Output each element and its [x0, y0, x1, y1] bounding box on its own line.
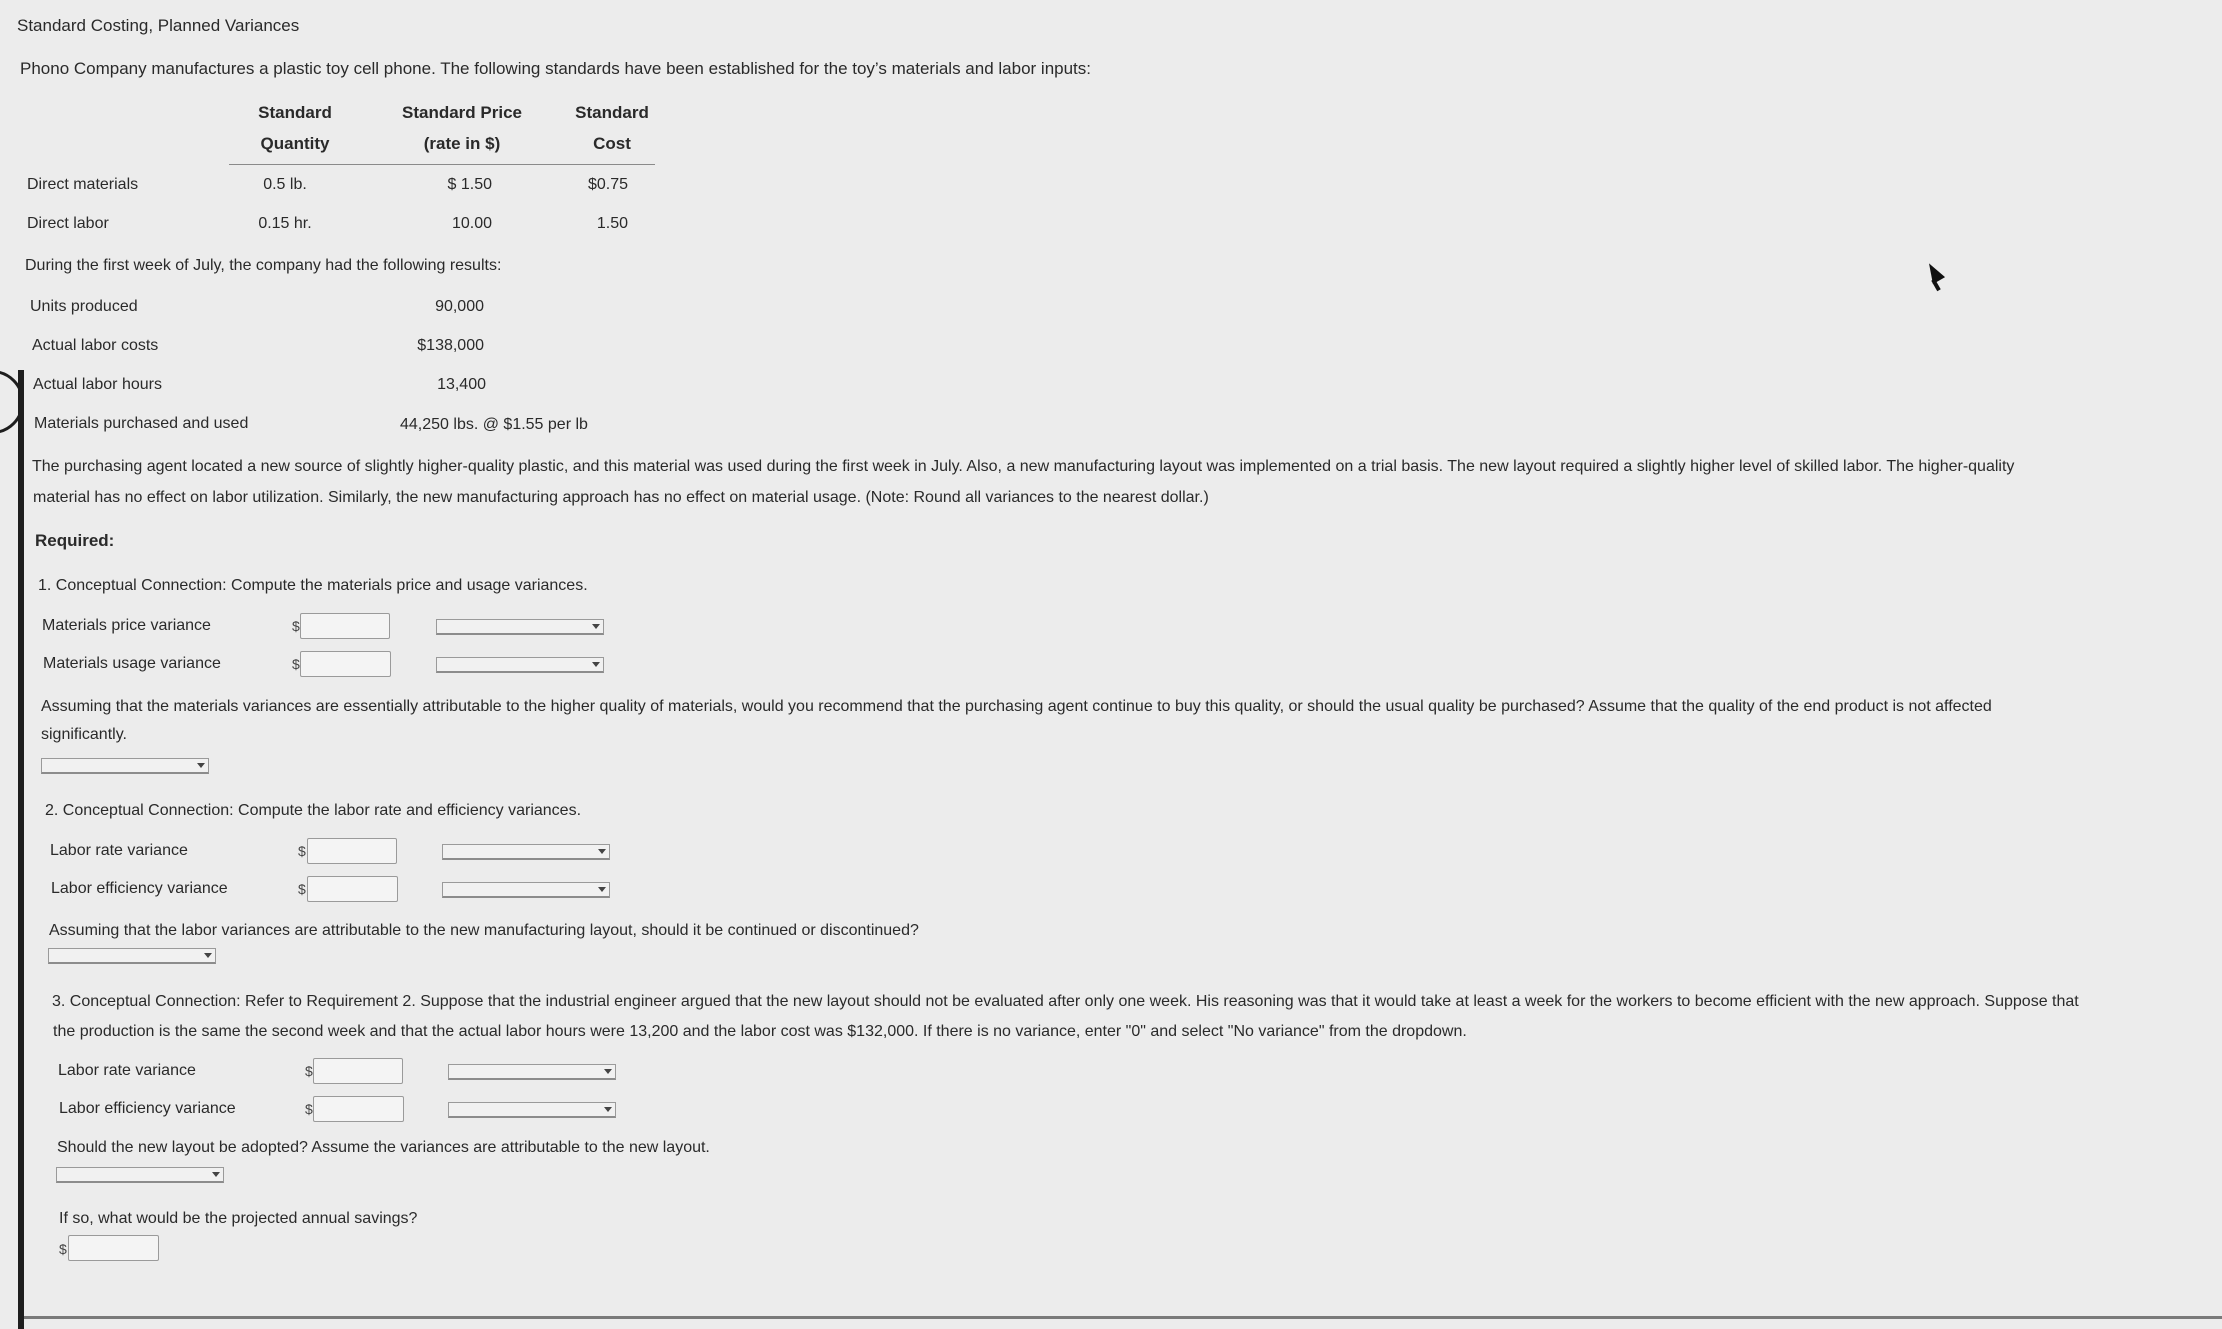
materials-price-variance-label: Materials price variance [42, 617, 211, 634]
row-labor-label: Direct labor [27, 215, 109, 232]
row-materials-price: $ 1.50 [447, 176, 492, 193]
labor-efficiency-variance-select[interactable] [442, 882, 610, 898]
req3-heading-line2: the production is the same the second week and that the actual labor hours were 13,200 and the labor cost was $132,000. If there is no variance, enter "0" and select "No variance" from the dropdown. [53, 1023, 1467, 1040]
result-value: 13,400 [437, 376, 486, 393]
req1-heading: 1. Conceptual Connection: Compute the materials price and usage variances. [38, 577, 588, 594]
materials-usage-variance-select[interactable] [436, 657, 604, 673]
narrative-line2: material has no effect on labor utilization. Similarly, the new manufacturing approach has no effect on material usage. (Note: Round all variances to the nearest dollar.) [33, 489, 1209, 506]
req1-question-line2: significantly. [41, 726, 127, 743]
result-value: $138,000 [417, 337, 484, 354]
labor-efficiency-variance-week2-select[interactable] [448, 1102, 616, 1118]
result-label: Actual labor costs [32, 337, 159, 354]
labor-efficiency-variance-label: Labor efficiency variance [51, 880, 228, 897]
chevron-down-icon [598, 849, 606, 854]
result-label: Materials purchased and used [34, 415, 249, 432]
chevron-down-icon [598, 887, 606, 892]
row-materials-label: Direct materials [27, 176, 139, 193]
currency-symbol: $ [298, 843, 306, 859]
req2-heading: 2. Conceptual Connection: Compute the labor rate and efficiency variances. [45, 802, 582, 819]
materials-usage-variance-input[interactable] [300, 651, 391, 677]
labor-rate-variance-week2-input[interactable] [313, 1058, 403, 1084]
chevron-down-icon [197, 763, 205, 768]
left-border [18, 370, 24, 1329]
annual-savings-input[interactable] [68, 1235, 159, 1261]
row-materials-quantity: 0.5 lb. [263, 176, 307, 193]
req1-recommendation-select[interactable] [41, 758, 209, 774]
labor-rate-variance-input[interactable] [307, 838, 397, 864]
cursor-tail-icon [1931, 279, 1940, 291]
savings-question: If so, what would be the projected annual savings? [59, 1210, 418, 1227]
currency-symbol: $ [292, 618, 300, 634]
chevron-down-icon [204, 953, 212, 958]
result-label: Units produced [30, 298, 138, 315]
req3-question: Should the new layout be adopted? Assume the variances are attributable to the new layout. [57, 1139, 710, 1156]
req3-adopt-layout-select[interactable] [56, 1167, 224, 1183]
labor-rate-variance-week2-select[interactable] [448, 1064, 616, 1080]
result-label: Actual labor hours [33, 376, 162, 393]
labor-rate-variance-label-week2: Labor rate variance [58, 1062, 196, 1079]
chevron-down-icon [604, 1107, 612, 1112]
currency-symbol: $ [292, 656, 300, 672]
labor-rate-variance-label: Labor rate variance [50, 842, 188, 859]
chevron-down-icon [212, 1172, 220, 1177]
labor-efficiency-variance-input[interactable] [307, 876, 398, 902]
results-intro: During the first week of July, the company had the following results: [25, 257, 502, 274]
narrative-line1: The purchasing agent located a new source of slightly higher-quality plastic, and this material was used during the first week in July. Also, a new manufacturing layout was implemented on a trial basis. The new layout required a slightly higher level of skilled labor. The higher-quality [32, 458, 2015, 475]
header-cost-line1: Standard [575, 103, 649, 122]
materials-usage-variance-label: Materials usage variance [43, 655, 221, 672]
req2-layout-decision-select[interactable] [48, 948, 216, 964]
page-title: Standard Costing, Planned Variances [17, 16, 300, 35]
chevron-down-icon [604, 1069, 612, 1074]
table-header-rule [229, 164, 655, 165]
currency-symbol: $ [305, 1101, 313, 1117]
labor-efficiency-variance-label-week2: Labor efficiency variance [59, 1100, 236, 1117]
header-quantity-line1: Standard [258, 103, 332, 122]
chevron-down-icon [592, 662, 600, 667]
intro-text: Phono Company manufactures a plastic toy cell phone. The following standards have been established for the toy’s materials and labor inputs: [20, 59, 1092, 78]
result-value: 44,250 lbs. @ $1.55 per lb [400, 416, 588, 433]
header-quantity-line2: Quantity [260, 134, 330, 153]
labor-efficiency-variance-week2-input[interactable] [313, 1096, 404, 1122]
req1-question-line1: Assuming that the materials variances are essentially attributable to the higher quality of materials, would you recommend that the purchasing agent continue to buy this quality, or should the usual quality be purchased? Assume that the quality of the end product is not affected [41, 698, 1992, 715]
header-cost-line2: Cost [593, 134, 631, 153]
currency-symbol: $ [298, 881, 306, 897]
materials-price-variance-input[interactable] [300, 613, 390, 639]
bottom-border [24, 1316, 2222, 1319]
result-value: 90,000 [435, 298, 484, 315]
req3-heading-line1: 3. Conceptual Connection: Refer to Requirement 2. Suppose that the industrial engineer argued that the new layout should not be evaluated after only one week. His reasoning was that it would take at least a week for the workers to become efficient with the new approach. Suppose that [52, 993, 2079, 1010]
row-labor-quantity: 0.15 hr. [258, 215, 312, 232]
currency-symbol: $ [305, 1063, 313, 1079]
materials-price-variance-select[interactable] [436, 619, 604, 635]
req2-question: Assuming that the labor variances are attributable to the new manufacturing layout, should it be continued or discontinued? [49, 922, 919, 939]
header-price-line2: (rate in $) [423, 134, 501, 153]
currency-symbol: $ [59, 1241, 67, 1257]
row-labor-cost: 1.50 [596, 215, 628, 232]
required-label: Required: [35, 531, 115, 550]
row-materials-cost: $0.75 [587, 176, 628, 193]
labor-rate-variance-select[interactable] [442, 844, 610, 860]
row-labor-price: 10.00 [451, 215, 492, 232]
chevron-down-icon [592, 624, 600, 629]
header-price-line1: Standard Price [402, 103, 522, 122]
